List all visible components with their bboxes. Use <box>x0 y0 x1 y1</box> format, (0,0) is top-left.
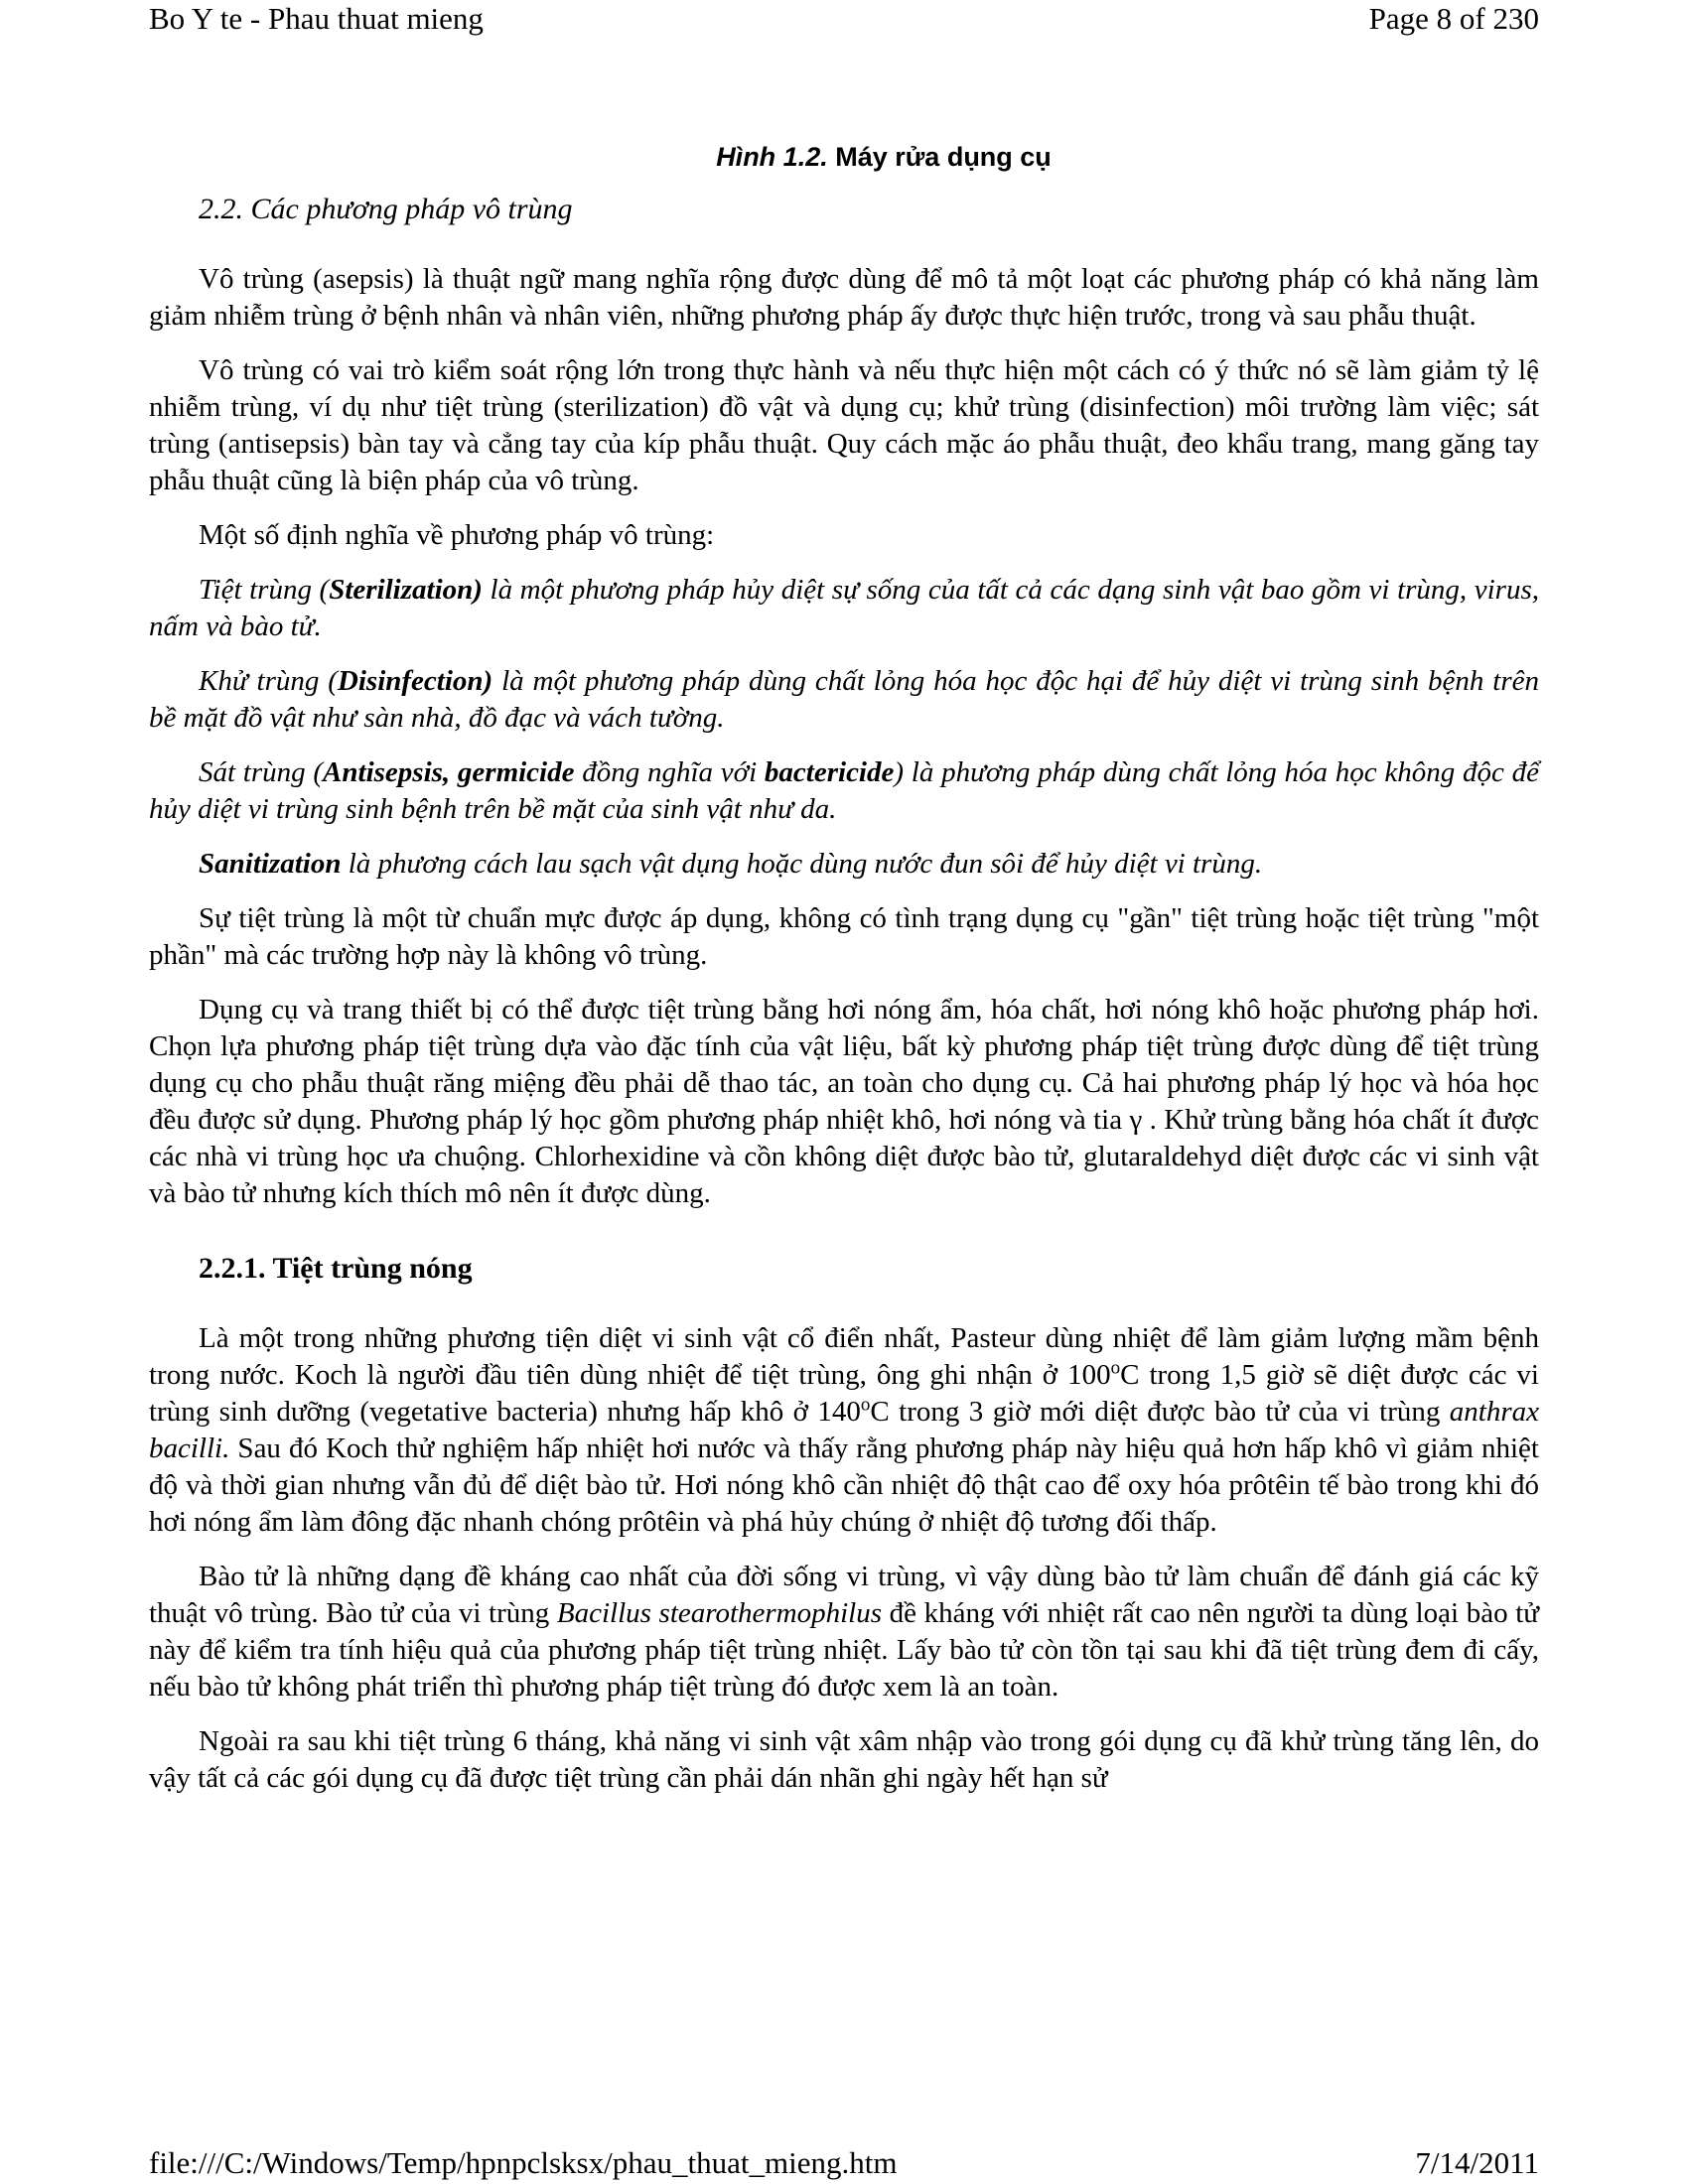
text-run: Sau đó Koch thử nghiệm hấp nhiệt hơi nước và thấy rằng phương pháp này hiệu quả hơn hấp khô vì giảm nhiệt độ và thời gian nhưng vẫn đủ để diệt bào tử. Hơi nóng khô cần nhiệt độ thật cao để oxy hóa prôtêin tế bào trong khi đó hơi nóng ẩm làm đông đặc nhanh chóng prôtêin và phá hủy chúng ở nhiệt độ tương đối thấp. <box>149 1433 1539 1538</box>
paragraph <box>149 1320 1539 1541</box>
degree-superscript: o <box>860 1394 871 1416</box>
definition-text: là một phương pháp dùng chất lỏng hóa học độc hại để hủy diệt vi trùng sinh bệnh trên bề mặt đồ vật như sàn nhà, đồ đạc và vách tường. <box>149 665 1539 734</box>
print-date: 7/14/2011 <box>1415 2145 1539 2180</box>
definition-term: Sanitization <box>199 848 342 880</box>
document-body <box>149 139 1539 1815</box>
section-heading-2-2-1: 2.2.1. Tiệt trùng nóng <box>199 1252 473 1285</box>
page-footer <box>149 2144 1539 2184</box>
definition-disinfection <box>149 663 1539 737</box>
paragraph: Sự tiệt trùng là một từ chuẩn mực được áp dụng, không có tình trạng dụng cụ "gần" tiệt trùng hoặc tiệt trùng "một phần" mà các trường hợp này là không vô trùng. <box>149 902 1539 971</box>
definition-text: đồng nghĩa với <box>574 756 765 788</box>
document-title: Bo Y te - Phau thuat mieng <box>149 1 484 36</box>
paragraph: Ngoài ra sau khi tiệt trùng 6 tháng, khả năng vi sinh vật xâm nhập vào trong gói dụng cụ đã khử trùng tăng lên, do vậy tất cả các gói dụng cụ đã được tiệt trùng cần phải dán nhãn ghi ngày hết hạn sử <box>149 1725 1539 1794</box>
text-run: đề kháng với nhiệt rất cao nên người ta dùng loại bào tử này để kiểm tra tính hiệu quả của phương pháp tiệt trùng nhiệt. Lấy bào tử còn tồn tại sau khi đã tiệt trùng đem đi cấy, nếu bào tử không phát triển thì phương pháp tiệt trùng đó được xem là an toàn. <box>149 1597 1539 1703</box>
definition-text: ) là phương pháp dùng chất lỏng hóa học không độc để hủy diệt vi trùng sinh bệnh trên bề mặt của sinh vật như da. <box>149 756 1540 825</box>
figure-caption-label: Hình 1.2. <box>716 142 828 172</box>
definition-term: Disinfection) <box>337 665 493 697</box>
degree-superscript: o <box>1110 1357 1121 1379</box>
figure-caption-text: Máy rửa dụng cụ <box>827 142 1052 172</box>
text-run: C trong 3 giờ mới diệt được bào tử của vi trùng <box>870 1396 1450 1428</box>
definition-sterilization <box>149 572 1539 645</box>
paragraph: Vô trùng có vai trò kiểm soát rộng lớn trong thực hành và nếu thực hiện một cách có ý thức nó sẽ làm giảm tỷ lệ nhiễm trùng, ví dụ như tiệt trùng (sterilization) đồ vật và dụng cụ; khử trùng (disinfection) môi trường làm việc; sát trùng (antisepsis) bàn tay và cẳng tay của kíp phẫu thuật. Quy cách mặc áo phẫu thuật, đeo khẩu trang, mang găng tay phẫu thuật cũng là biện pháp của vô trùng. <box>149 354 1539 496</box>
page-header <box>149 0 1539 42</box>
paragraph: Dụng cụ và trang thiết bị có thể được tiệt trùng bằng hơi nóng ẩm, hóa chất, hơi nóng khô hoặc phương pháp hơi. Chọn lựa phương pháp tiệt trùng dựa vào đặc tính của vật liệu, bất kỳ phương pháp tiệt trùng được dùng để tiệt trùng dụng cụ cho phẫu thuật răng miệng đều phải dễ thao tác, an toàn cho dụng cụ. Cả hai phương pháp lý học và hóa học đều được sử dụng. Phương pháp lý học gồm phương pháp nhiệt khô, hơi nóng và tia γ . Khử trùng bằng hóa chất ít được các nhà vi trùng học ưa chuộng. Chlorhexidine và cồn không diệt được bào tử, glutaraldehyd diệt được các vi sinh vật và bào tử nhưng kích thích mô nên ít được dùng. <box>149 994 1539 1209</box>
definition-text: là phương cách lau sạch vật dụng hoặc dùng nước đun sôi để hủy diệt vi trùng. <box>341 848 1263 880</box>
definition-sanitization <box>149 846 1539 883</box>
species-name: Bacillus stearothermophilus <box>556 1597 883 1629</box>
text-run: C trong 1,5 giờ sẽ diệt được các vi trùng sinh dưỡng (vegetative bacteria) nhưng hấp khô ở 140 <box>149 1359 1539 1428</box>
definition-antisepsis <box>149 754 1539 828</box>
paragraph <box>149 1559 1539 1706</box>
definition-text: là một phương pháp hủy diệt sự sống của tất cả các dạng sinh vật bao gồm vi trùng, virus, nấm và bào tử. <box>149 574 1540 642</box>
paragraph: Một số định nghĩa về phương pháp vô trùng: <box>199 519 715 551</box>
page-number: Page 8 of 230 <box>1368 1 1539 36</box>
definition-term: Sterilization) <box>329 574 483 606</box>
paragraph: Vô trùng (asepsis) là thuật ngữ mang nghĩa rộng được dùng để mô tả một loạt các phương pháp có khả năng làm giảm nhiễm trùng ở bệnh nhân và nhân viên, những phương pháp ấy được thực hiện trước, trong và sau phẫu thuật. <box>149 263 1539 332</box>
text-run: Là một trong những phương tiện diệt vi sinh vật cổ điển nhất, Pasteur dùng nhiệt để làm giảm lượng mầm bệnh trong nước. Koch là người đầu tiên dùng nhiệt để tiệt trùng, ông ghi nhận ở 100 <box>149 1322 1539 1391</box>
file-path: file:///C:/Windows/Temp/hpnpclsksx/phau_thuat_mieng.htm <box>149 2145 898 2180</box>
text-run: Bào tử là những dạng đề kháng cao nhất của đời sống vi trùng, vì vậy dùng bào tử làm chuẩn để đánh giá các kỹ thuật vô trùng. Bào tử của vi trùng <box>149 1561 1539 1629</box>
section-heading-2-2: 2.2. Các phương pháp vô trùng <box>199 193 573 225</box>
species-name: anthrax bacilli. <box>149 1396 1539 1464</box>
figure-caption <box>149 139 1539 175</box>
definition-text: Sát trùng ( <box>199 756 324 788</box>
definition-text: Khử trùng ( <box>199 665 338 697</box>
definition-term: bactericide <box>764 756 895 788</box>
definition-text: Tiệt trùng ( <box>199 574 330 606</box>
definition-term: Antisepsis, germicide <box>323 756 575 788</box>
